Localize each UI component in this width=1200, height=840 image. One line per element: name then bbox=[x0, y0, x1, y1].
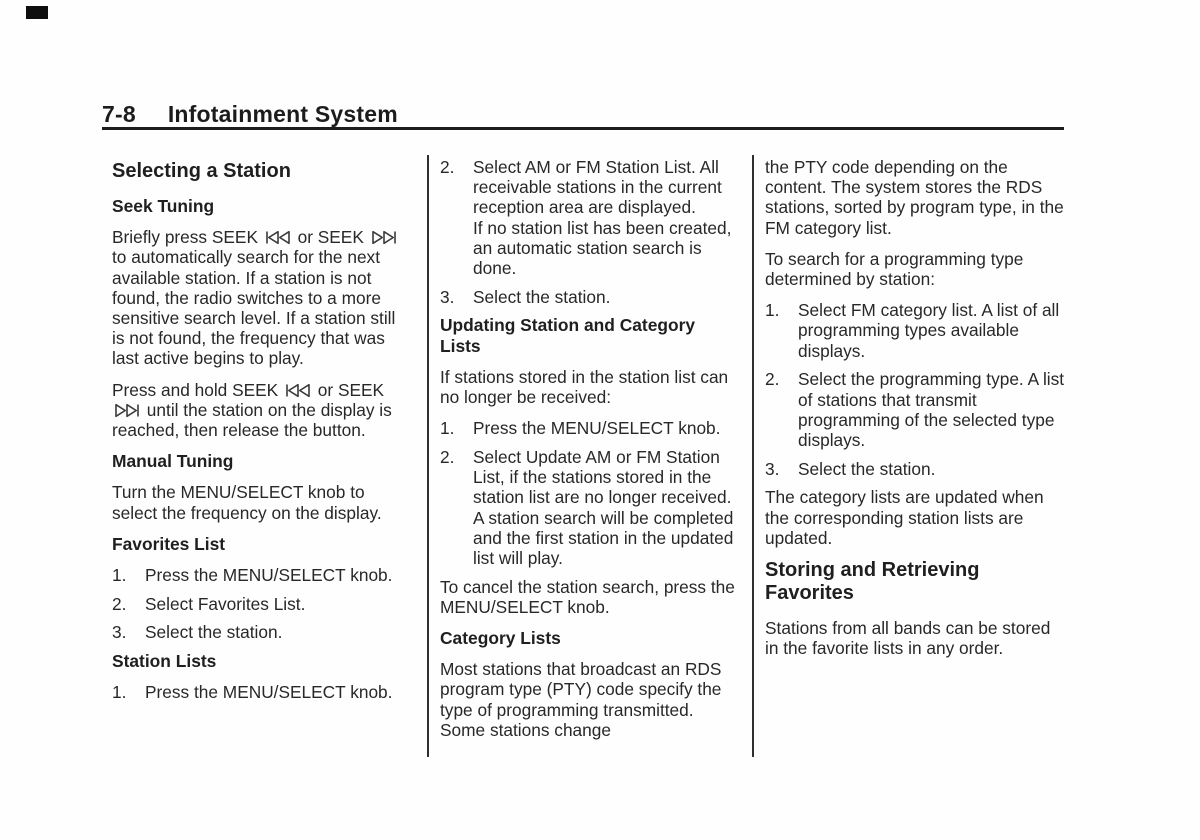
page-header bbox=[102, 101, 398, 128]
column-divider-2 bbox=[752, 155, 754, 757]
paragraph: Most stations that broadcast an RDS program type (PTY) code specify the type of programming transmitted. Some stations change bbox=[440, 659, 722, 740]
paragraph: Press and hold SEEK or SEEK until the station on the display is reached, then release the button. bbox=[112, 379, 392, 441]
list-item bbox=[765, 369, 1066, 450]
scan-artifact-mark bbox=[26, 6, 48, 19]
column-2 bbox=[440, 157, 740, 751]
list-number: 1. bbox=[440, 418, 455, 439]
list-item bbox=[765, 459, 1066, 479]
list-item bbox=[440, 287, 740, 307]
list-number: 2. bbox=[765, 369, 780, 390]
sub-heading: Station Lists bbox=[112, 651, 217, 672]
list-number: 2. bbox=[112, 593, 127, 614]
list-item bbox=[112, 594, 411, 614]
list-text: Select the station. bbox=[798, 458, 936, 479]
list-number: 2. bbox=[440, 446, 455, 467]
sub-heading: Favorites List bbox=[112, 533, 226, 554]
paragraph: Briefly press SEEK or SEEK to automatically search for the next available station. If a station is not found, the radio switches to a more sensitive search level. If a station still is not found, the frequency that was last active begins to play. bbox=[112, 227, 396, 369]
list-item bbox=[112, 565, 411, 585]
list-text: Press the MENU/SELECT knob. bbox=[145, 682, 393, 703]
page-number: 7-8 bbox=[102, 101, 136, 127]
seek-forward-icon bbox=[371, 230, 397, 245]
paragraph: To search for a programming type determined by station: bbox=[765, 248, 1024, 290]
section-heading: Selecting a Station bbox=[112, 160, 291, 182]
paragraph: Turn the MENU/SELECT knob to select the frequency on the display. bbox=[112, 482, 382, 523]
list-number: 3. bbox=[440, 286, 455, 307]
column-3 bbox=[765, 157, 1066, 669]
paragraph: the PTY code depending on the content. The system stores the RDS stations, sorted by program type, in the FM category list. bbox=[765, 157, 1064, 238]
paragraph: Stations from all bands can be stored in the favorite lists in any order. bbox=[765, 617, 1051, 659]
sub-heading: Updating Station and Category Lists bbox=[440, 315, 696, 356]
list-text: Select Favorites List. bbox=[145, 593, 306, 614]
list-text: Press the MENU/SELECT knob. bbox=[473, 418, 721, 439]
list-text: Select AM or FM Station List. All receivable stations in the current reception area are displayed. If no station list has been created, an automatic station search is done. bbox=[473, 157, 732, 279]
list-number: 3. bbox=[112, 622, 127, 643]
list-item bbox=[440, 157, 740, 278]
seek-back-icon bbox=[285, 383, 311, 398]
list-text: Select the programming type. A list of stations that transmit programming of the selected type displays. bbox=[798, 369, 1065, 450]
list-number: 2. bbox=[440, 157, 455, 177]
list-item bbox=[440, 418, 740, 438]
paragraph: To cancel the station search, press the MENU/SELECT knob. bbox=[440, 576, 735, 617]
list-text: Select the station. bbox=[145, 622, 283, 643]
column-1 bbox=[112, 157, 411, 711]
list-text: Select FM category list. A list of all programming types available displays. bbox=[798, 300, 1060, 361]
list-number: 1. bbox=[765, 300, 780, 321]
list-item bbox=[112, 622, 411, 642]
list-number: 3. bbox=[765, 458, 780, 479]
list-text: Select the station. bbox=[473, 286, 611, 307]
sub-heading: Manual Tuning bbox=[112, 451, 234, 472]
sub-heading: Category Lists bbox=[440, 628, 561, 649]
paragraph: If stations stored in the station list can no longer be received: bbox=[440, 366, 729, 408]
list-number: 1. bbox=[112, 682, 127, 703]
list-item bbox=[112, 682, 411, 702]
list-number: 1. bbox=[112, 565, 127, 586]
seek-forward-icon bbox=[114, 403, 140, 418]
list-item bbox=[440, 447, 740, 568]
list-text: Select Update AM or FM Station List, if the stations stored in the station list are no longer received. A station search will be completed and the first station in the updated list will play. bbox=[473, 446, 734, 568]
seek-back-icon bbox=[265, 230, 291, 245]
list-item bbox=[765, 300, 1066, 361]
header-rule bbox=[102, 127, 1064, 130]
section-heading: Storing and Retrieving Favorites bbox=[765, 558, 980, 604]
column-divider-1 bbox=[427, 155, 429, 757]
paragraph: The category lists are updated when the corresponding station lists are updated. bbox=[765, 487, 1044, 548]
page-title: Infotainment System bbox=[167, 101, 398, 127]
sub-heading: Seek Tuning bbox=[112, 196, 215, 216]
list-text: Press the MENU/SELECT knob. bbox=[145, 565, 393, 586]
